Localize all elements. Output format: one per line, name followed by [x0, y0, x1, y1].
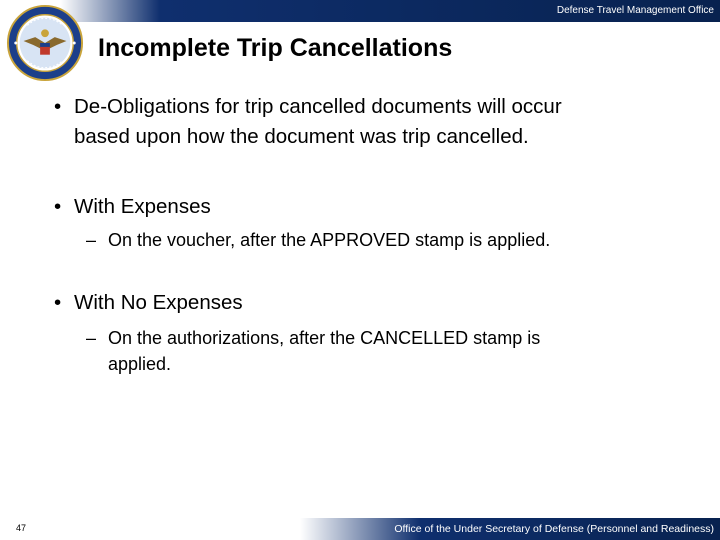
sub-item-text-continued: applied.: [108, 354, 172, 374]
department-of-defense-seal-icon: [6, 4, 84, 82]
bullet-text-continued: based upon how the document was trip cancelled.: [74, 125, 529, 148]
slide-title: Incomplete Trip Cancellations: [98, 34, 453, 62]
dash-glyph: –: [86, 230, 97, 250]
header-organization: Defense Travel Management Office: [556, 5, 714, 16]
footer-office: Office of the Under Secretary of Defense (Personnel and Readiness): [394, 523, 714, 535]
page-number: 47: [16, 523, 27, 533]
bullet-text: De-Obligations for trip cancelled documents will occur: [74, 95, 562, 118]
bullet-glyph: •: [54, 291, 62, 314]
dash-glyph: –: [86, 328, 97, 348]
bullet-glyph: •: [54, 95, 62, 118]
bullet-glyph: •: [54, 195, 62, 218]
bullet-text: With Expenses: [74, 195, 211, 218]
sub-item-text: On the authorizations, after the CANCELLED stamp is: [108, 328, 541, 348]
sub-item-text: On the voucher, after the APPROVED stamp is applied.: [108, 230, 551, 250]
bullet-text: With No Expenses: [74, 291, 243, 314]
